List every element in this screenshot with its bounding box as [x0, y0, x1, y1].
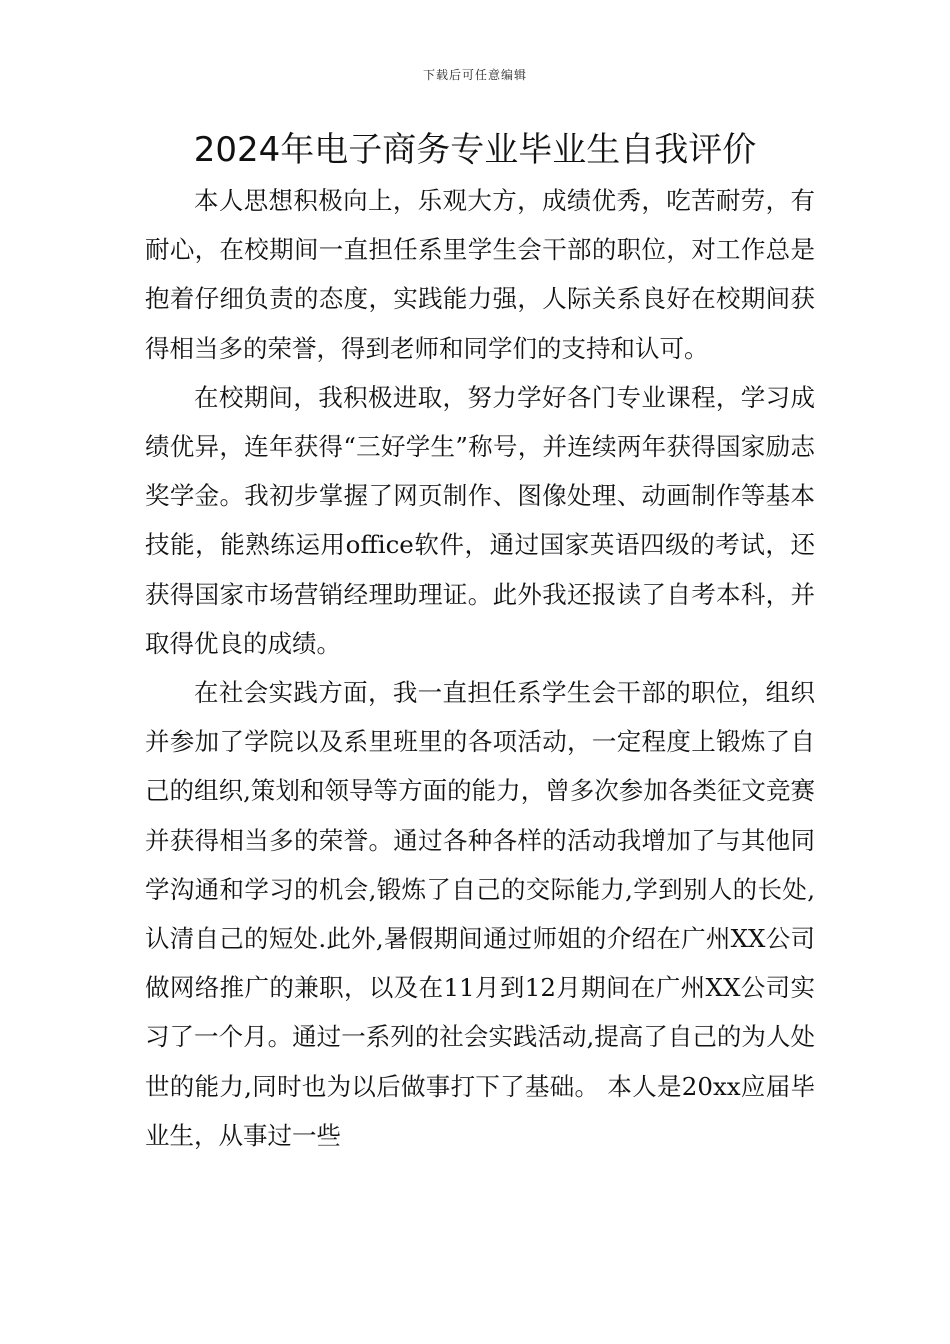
- document-body: [145, 176, 815, 1160]
- document-title: 2024年电子商务专业毕业生自我评价: [193, 130, 757, 170]
- header-note: 下载后可任意编辑: [422, 68, 527, 82]
- paragraph: 在校期间，我积极进取，努力学好各门专业课程，学习成绩优异，连年获得“三好学生”称号，并连续两年获得国家励志奖学金。我初步掌握了网页制作、图像处理、动画制作等基本技能，能熟练运用office软件，通过国家英语四级的考试，还获得国家市场营销经理助理证。此外我还报读了自考本科，并取得优良的成绩。: [145, 382, 815, 658]
- paragraph: 在社会实践方面，我一直担任系学生会干部的职位，组织并参加了学院以及系里班里的各项活动，一定程度上锻炼了自己的组织,策划和领导等方面的能力，曾多次参加各类征文竞赛并获得相当多的荣誉。通过各种各样的活动我增加了与其他同学沟通和学习的机会,锻炼了自己的交际能力,学到别人的长处,认清自己的短处.此外,暑假期间通过师姐的介绍在广州XX公司做网络推广的兼职，以及在11月到12月期间在广州XX公司实习了一个月。通过一系列的社会实践活动,提高了自己的为人处世的能力,同时也为以后做事打下了基础。 本人是20xx应届毕业生，从事过一些: [145, 678, 815, 1150]
- paragraph: 本人思想积极向上，乐观大方，成绩优秀，吃苦耐劳，有耐心，在校期间一直担任系里学生会干部的职位，对工作总是抱着仔细负责的态度，实践能力强，人际关系良好在校期间获得相当多的荣誉，得到老师和同学们的支持和认可。: [145, 186, 815, 363]
